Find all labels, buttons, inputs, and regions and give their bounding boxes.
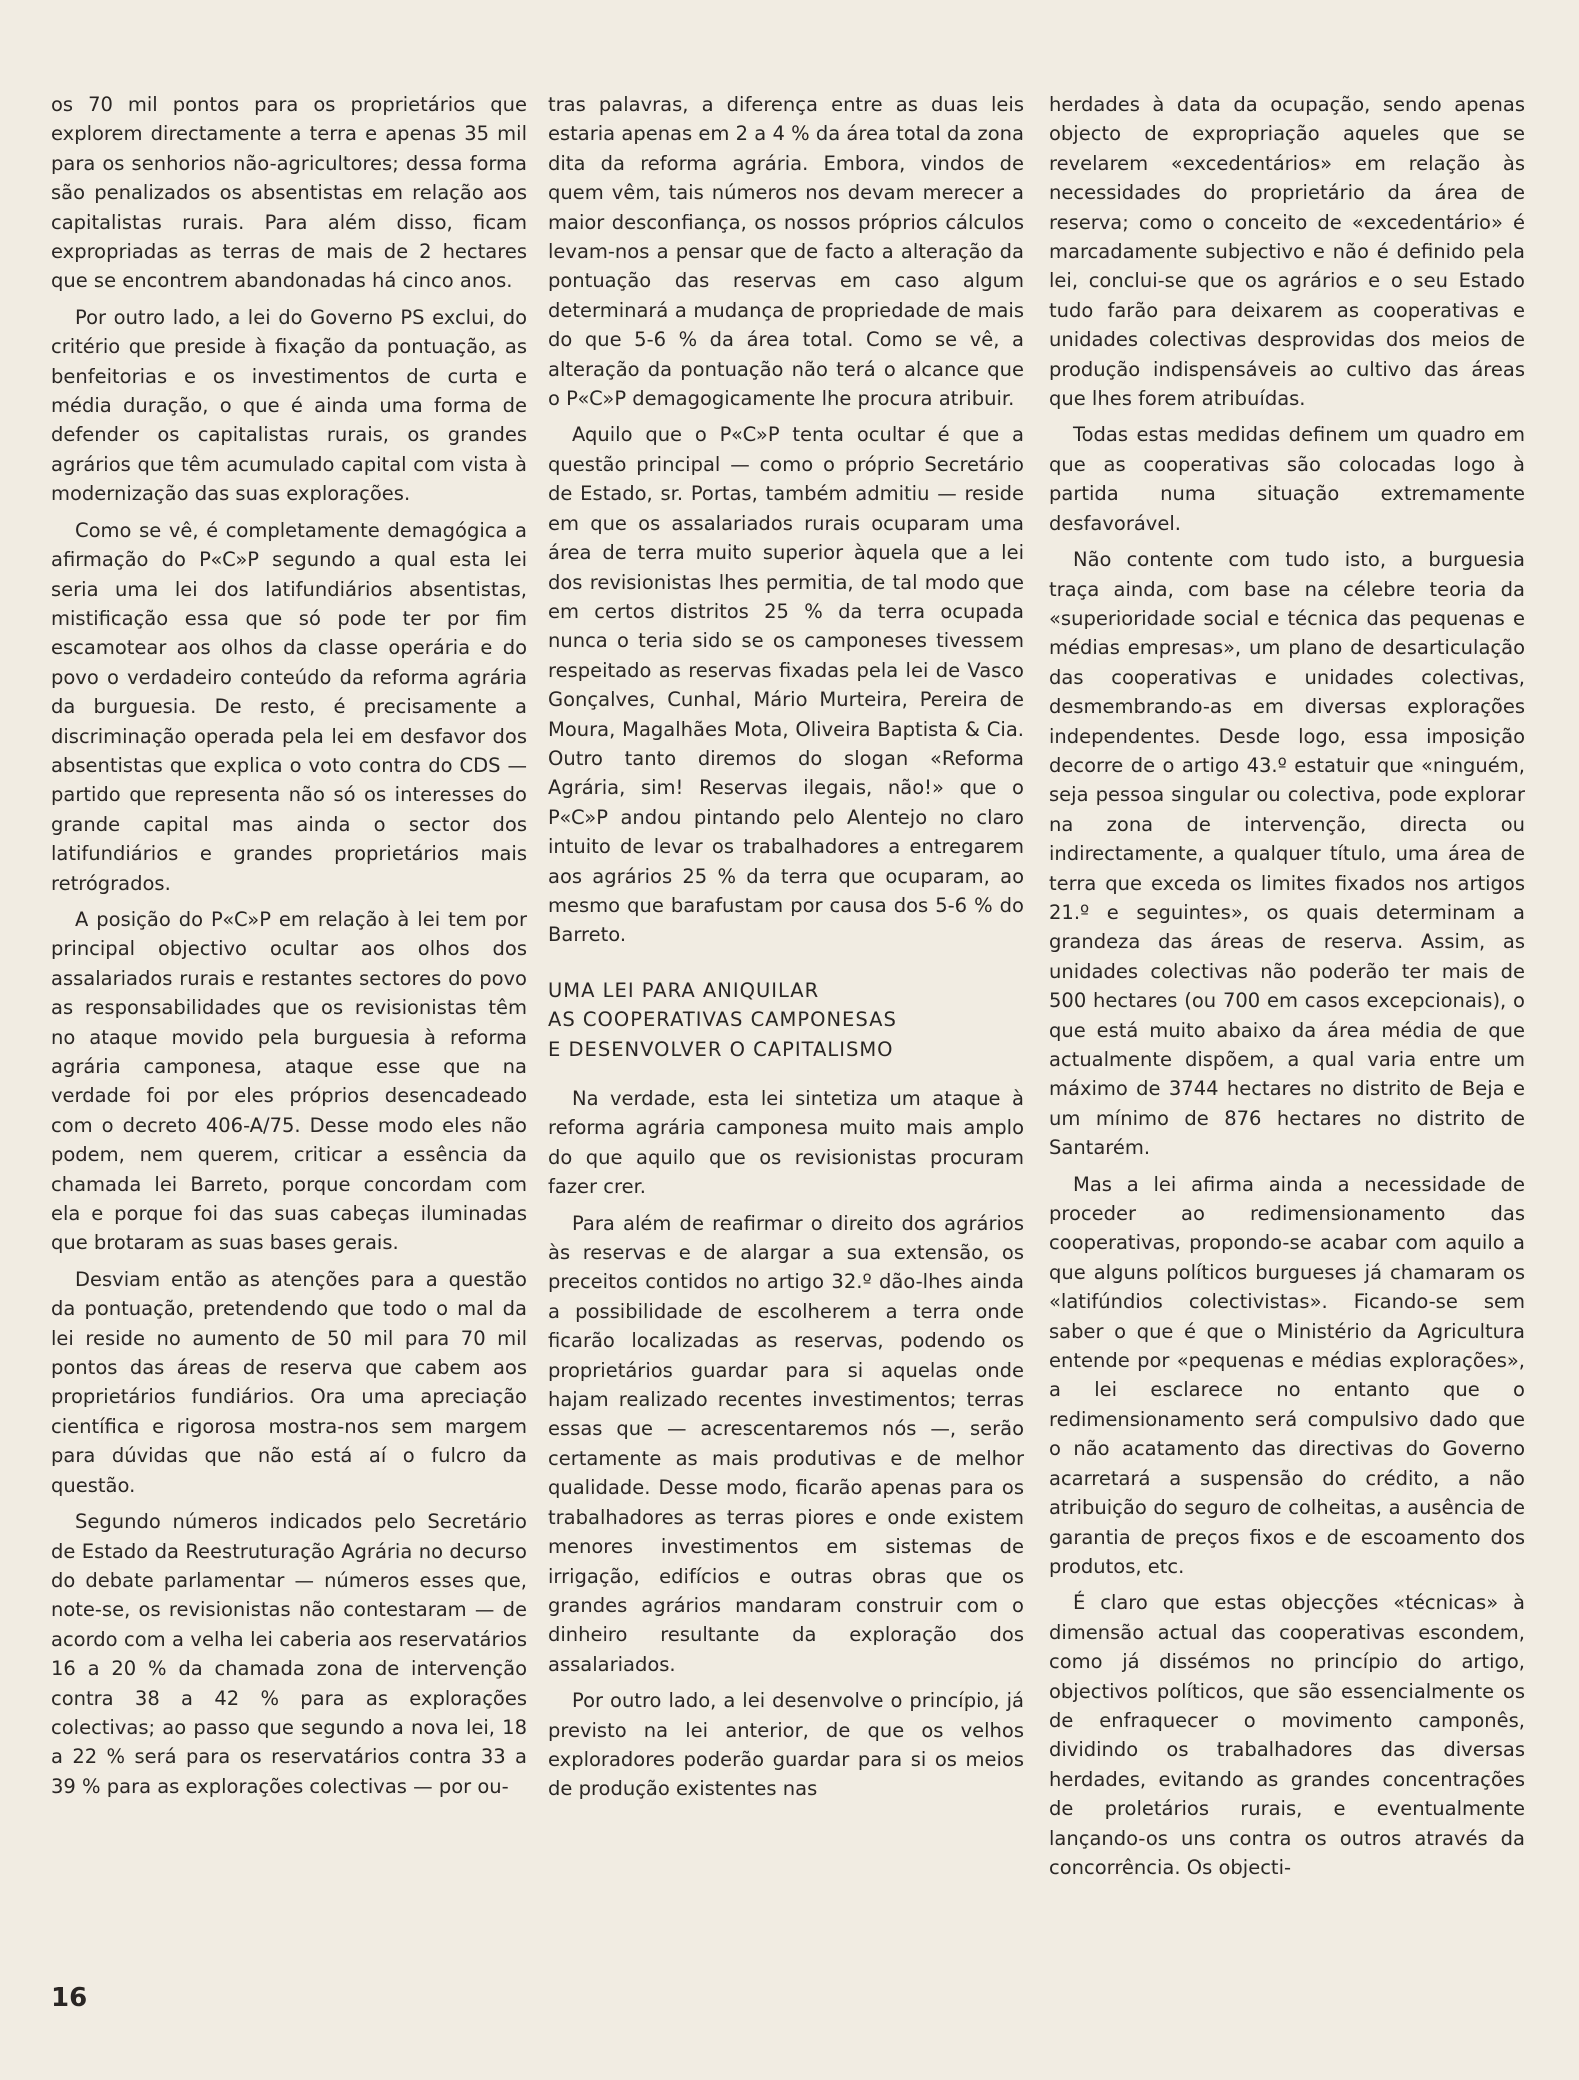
paragraph: herdades à data da ocupação, sendo apenas objecto de expropriação aqueles que se revelarem «excedentários» em relação às necessidades do proprietário da área de reserva; como o conceito de «excedentário» é marcadamente subjectivo e não é definido pela lei, conclui-se que os agrários e o seu Estado tudo farão para deixarem as cooperativas e unidades colectivas desprovidas dos meios de produção indispensáveis ao cultivo das áreas que lhes forem atribuídas. [1049,93,1525,411]
paragraph: Segundo números indicados pelo Secretário de Estado da Reestruturação Agrária no decurso do debate parlamentar — números esses que, note-se, os revisionistas não contestaram — de acordo com a velha lei caberia aos reservatários 16 a 20 % da chamada zona de intervenção contra 38 a 42 % para as explorações colectivas; ao passo que segundo a nova lei, 18 a 22 % será para os reservatários contra 33 a 39 % para as explorações colectivas — por ou- [51,1510,527,1798]
paragraph: Por outro lado, a lei desenvolve o princípio, já previsto na lei anterior, de que os velhos exploradores poderão guardar para si os meios de produção existentes nas [548,1689,1024,1801]
section-heading [548,976,1024,1064]
paragraph: Todas estas medidas definem um quadro em que as cooperativas são colocadas logo à partida numa situação extremamente desfavorável. [1049,423,1525,535]
paragraph: Desviam então as atenções para a questão da pontuação, pretendendo que todo o mal da lei reside no aumento de 50 mil para 70 mil pontos das áreas de reserva que cabem aos proprietários fundiários. Ora uma apreciação científica e rigorosa mostra-nos sem margem para dúvidas que não está aí o fulcro da questão. [51,1267,527,1497]
paragraph: É claro que estas objecções «técnicas» à dimensão actual das cooperativas escondem, como já dissémos no princípio do artigo, objectivos políticos, que são essencialmente os de enfraquecer o movimento camponês, dividindo os trabalhadores das diversas herdades, evitando as grandes concentrações de proletários rurais, e eventualmente lançando-os uns contra os outros através da concorrência. Os objecti- [1049,1591,1525,1879]
text-column-1 [51,90,527,1808]
paragraph: Como se vê, é completamente demagógica a afirmação do P«C»P segundo a qual esta lei seria uma lei dos latifundiários absentistas, mistificação essa que só pode ter por fim escamotear aos olhos da classe operária e do povo o verdadeiro conteúdo da reforma agrária da burguesia. De resto, é precisamente a discriminação operada pela lei em desfavor dos absentistas que explica o voto contra do CDS — partido que representa não só os interesses do grande capital mas ainda o sector dos latifundiários e grandes proprietários mais retrógrados. [51,518,527,895]
paragraph: A posição do P«C»P em relação à lei tem por principal objectivo ocultar aos olhos dos assalariados rurais e restantes sectores do povo as responsabilidades que os revisionistas têm no ataque movido pela burguesia à reforma agrária camponesa, ataque esse que na verdade foi por eles próprios desencadeado com o decreto 406-A/75. Desse modo eles não podem, nem querem, criticar a essência da chamada lei Barreto, porque concordam com ela e porque foi das suas cabeças iluminadas que brotaram as suas bases gerais. [51,907,527,1255]
paragraph: Na verdade, esta lei sintetiza um ataque à reforma agrária camponesa muito mais amplo do que aquilo que os revisionistas procuram fazer crer. [548,1087,1024,1199]
section-heading-line: AS COOPERATIVAS CAMPONESAS [548,1008,897,1032]
page-number: 16 [51,1983,88,2013]
text-column-3 [1049,90,1525,1889]
paragraph: os 70 mil pontos para os proprietários que explorem directamente a terra e apenas 35 mil para os senhorios não-agricultores; dessa forma são penalizados os absentistas em relação aos capitalistas rurais. Para além disso, ficam expropriadas as terras de mais de 2 hectares que se encontrem abandonadas há cinco anos. [51,93,527,293]
paragraph: Mas a lei afirma ainda a necessidade de proceder ao redimensionamento das cooperativas, propondo-se acabar com aquilo a que alguns políticos burgueses já chamaram os «latifúndios colectivistas». Ficando-se sem saber o que é que o Ministério da Agricultura entende por «pequenas e médias explorações», a lei esclarece no entanto que o redimensionamento será compulsivo dado que o não acatamento das directivas do Governo acarretará a suspensão do crédito, a não atribuição do seguro de colheitas, a ausência de garantia de preços fixos e de escoamento dos produtos, etc. [1049,1172,1525,1578]
paragraph: tras palavras, a diferença entre as duas leis estaria apenas em 2 a 4 % da área total da zona dita da reforma agrária. Embora, vindos de quem vêm, tais números nos devam merecer a maior desconfiança, os nossos próprios cálculos levam-nos a pensar que de facto a alteração da pontuação das reservas em caso algum determinará a mudança de propriedade de mais do que 5-6 % da área total. Como se vê, a alteração da pontuação não terá o alcance que o P«C»P demagogicamente lhe procura atribuir. [548,93,1024,411]
paragraph: Aquilo que o P«C»P tenta ocultar é que a questão principal — como o próprio Secretário de Estado, sr. Portas, também admitiu — reside em que os assalariados rurais ocuparam uma área de terra muito superior àquela que a lei dos revisionistas lhes permitia, de tal modo que em certos distritos 25 % da terra ocupada nunca o teria sido se os camponeses tivessem respeitado as reservas fixadas pela lei de Vasco Gonçalves, Cunhal, Mário Murteira, Pereira de Moura, Magalhães Mota, Oliveira Baptista & Cia. Outro tanto diremos do slogan «Reforma Agrária, sim! Reservas ilegais, não!» que o P«C»P andou pintando pelo Alentejo no claro intuito de levar os trabalhadores a entregarem aos agrários 25 % da terra que ocuparam, ao mesmo que barafustam por causa dos 5-6 % do Barreto. [548,423,1024,947]
paragraph: Para além de reafirmar o direito dos agrários às reservas e de alargar a sua extensão, os preceitos contidos no artigo 32.º dão-lhes ainda a possibilidade de escolherem a terra onde ficarão localizadas as reservas, podendo os proprietários guardar para si aquelas onde hajam realizado recentes investimentos; terras essas que — acrescentaremos nós —, serão certamente as mais produtivas e de melhor qualidade. Desse modo, ficarão apenas para os trabalhadores as terras piores e onde existem menores investimentos em sistemas de irrigação, edifícios e outras obras que os grandes agrários mandaram construir com o dinheiro resultante da exploração dos assalariados. [548,1211,1024,1676]
text-column-2 [548,90,1024,1811]
section-heading-line: UMA LEI PARA ANIQUILAR [548,978,820,1002]
paragraph: Não contente com tudo isto, a burguesia traça ainda, com base na célebre teoria da «superioridade social e técnica das pequenas e médias empresas», um plano de desarticulação das cooperativas e unidades colectivas, desmembrando-as em diversas explorações independentes. Desde logo, essa imposição decorre de o artigo 43.º estatuir que «ninguém, seja pessoa singular ou colectiva, pode explorar na zona de intervenção, directa ou indirectamente, a qualquer título, uma área de terra que exceda os limites fixados nos artigos 21.º e seguintes», os quais determinam a grandeza das áreas de reserva. Assim, as unidades colectivas não poderão ter mais de 500 hectares (ou 700 em casos excepcionais), o que está muito abaixo da área média de que actualmente dispõem, a qual varia entre um máximo de 3744 hectares no distrito de Beja e um mínimo de 876 hectares no distrito de Santarém. [1049,548,1525,1160]
section-heading-line: E DESENVOLVER O CAPITALISMO [548,1037,894,1061]
paragraph: Por outro lado, a lei do Governo PS exclui, do critério que preside à fixação da pontuação, as benfeitorias e os investimentos de curta e média duração, o que é ainda uma forma de defender os capitalistas rurais, os grandes agrários que têm acumulado capital com vista à modernização das suas explorações. [51,305,527,506]
